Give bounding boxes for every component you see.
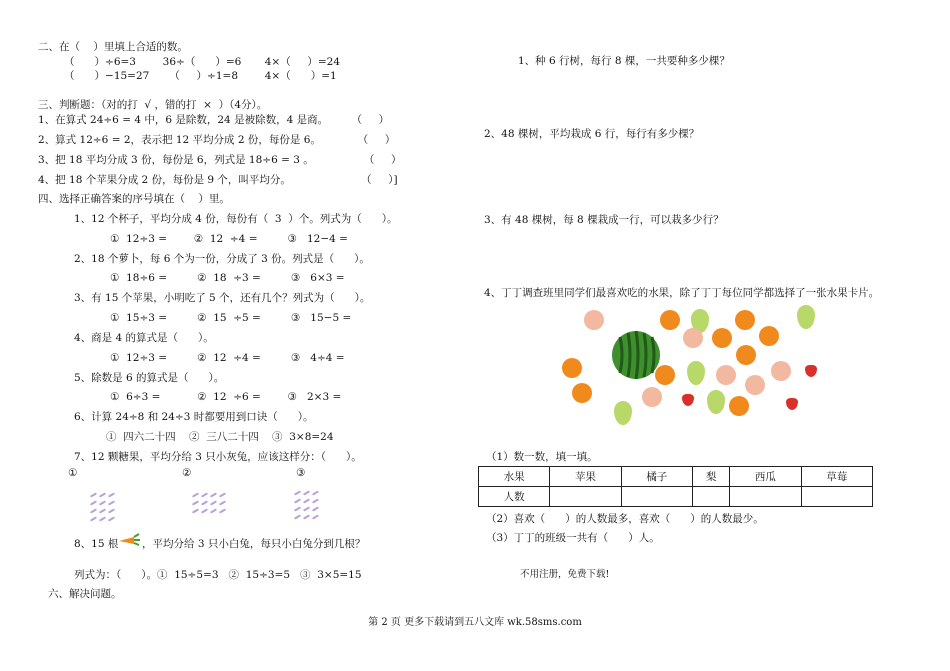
table-row-label: 人数 bbox=[479, 487, 550, 507]
choice-q1-options: ① 12÷3 = ② 12 ÷4 = ③ 12−4 = bbox=[110, 233, 348, 245]
choice-q8-text: ，平均分给 3 只小白兔，每只小白兔分到几根？ bbox=[142, 538, 366, 550]
sub-question-1: （1）数一数，填一填。 bbox=[486, 451, 598, 463]
pear-icon bbox=[797, 305, 815, 329]
problem-4: 4、丁丁调查班里同学们最喜欢吃的水果，除了丁丁每位同学都选择了一张水果卡片。 bbox=[484, 287, 880, 299]
strawberry-icon bbox=[786, 398, 798, 410]
free-download-note: 不用注册，免费下载! bbox=[520, 569, 610, 580]
table-cell-strawberry[interactable] bbox=[801, 487, 872, 507]
apple-icon bbox=[584, 310, 604, 330]
choice-q4: 4、商是 4 的算式是（ ）。 bbox=[74, 332, 214, 344]
strawberry-icon bbox=[682, 394, 694, 406]
orange-icon bbox=[736, 345, 756, 365]
pear-icon bbox=[687, 361, 705, 385]
choice-q7: 7、12 颗糖果，平均分给 3 只小灰兔，应该这样分：（ ）。 bbox=[74, 451, 362, 463]
section6-title: 六、解决问题。 bbox=[48, 588, 122, 600]
table-cell-pear[interactable] bbox=[692, 487, 729, 507]
section2-row2: （ ）−15=27 （ ）÷1=8 4×（ ）=1 bbox=[64, 70, 337, 82]
section2-row1: （ ）÷6=3 36÷（ ）=6 4×（ ）=24 bbox=[64, 56, 341, 68]
orange-icon bbox=[655, 365, 675, 385]
section4-title: 四、选择正确答案的序号填在（ ）里。 bbox=[38, 193, 230, 205]
choice-q5-options: ① 6÷3 = ② 12 ÷6 = ③ 2×3 = bbox=[110, 391, 342, 403]
page-footer: 第 2 页 更多下载请到五八文库 wk.58sms.com bbox=[368, 617, 582, 628]
orange-icon bbox=[729, 396, 749, 416]
choice-q4-options: ① 12÷3 = ② 12 ÷4 = ③ 4÷4 = bbox=[110, 352, 345, 364]
pear-icon bbox=[707, 390, 725, 414]
section2-title: 二、在（ ）里填上合适的数。 bbox=[38, 41, 188, 53]
judge-q2: 2、算式 12÷6 = 2，表示把 12 平均分成 2 份，每份是 6。 （ ） bbox=[38, 134, 396, 146]
problem-3: 3、有 48 棵树，每 8 棵栽成一行，可以栽多少行？ bbox=[484, 214, 724, 226]
judge-q4: 4、把 18 个苹果分成 2 份，每份是 9 个，叫平均分。 （ ）] bbox=[38, 174, 398, 186]
sub-question-3: （3）丁丁的班级一共有（ ）人。 bbox=[486, 532, 660, 544]
table-header-fruit: 水果 bbox=[479, 467, 550, 487]
choice-q5: 5、除数是 6 的算式是（ ）。 bbox=[74, 372, 225, 384]
q7-option-mark-2: ② bbox=[182, 467, 192, 479]
orange-icon bbox=[660, 310, 680, 330]
choice-q6-options: ① 四六二十四 ② 三八二十四 ③ 3×8=24 bbox=[106, 431, 334, 443]
orange-icon bbox=[759, 326, 779, 346]
choice-q1: 1、12 个杯子，平均分成 4 份，每份有（ 3 ）个。列式为（ ）。 bbox=[74, 213, 398, 225]
table-cell-apple[interactable] bbox=[550, 487, 621, 507]
table-cell-watermelon[interactable] bbox=[730, 487, 801, 507]
choice-q8-prefix: 8、15 根 bbox=[74, 538, 119, 550]
problem-2: 2、48 棵树，平均栽成 6 行，每行有多少棵？ bbox=[484, 128, 700, 140]
table-header-apple: 苹果 bbox=[550, 467, 621, 487]
table-cell-orange[interactable] bbox=[621, 487, 692, 507]
choice-q2: 2、18 个萝卜，每 6 个为一份，分成了 3 份。列式是（ ）。 bbox=[74, 253, 370, 265]
choice-q3-options: ① 15÷3 = ② 15 ÷5 = ③ 15−5 = bbox=[110, 312, 352, 324]
pear-icon bbox=[614, 401, 632, 425]
q7-option-mark-1: ① bbox=[68, 467, 78, 479]
apple-icon bbox=[745, 375, 765, 395]
choice-q3: 3、有 15 个苹果，小明吃了 5 个，还有几个？列式为（ ）。 bbox=[74, 292, 371, 304]
choice-q2-options: ① 18÷6 = ② 18 ÷3 = ③ 6×3 = bbox=[110, 272, 345, 284]
orange-icon bbox=[572, 383, 592, 403]
apple-icon bbox=[642, 387, 662, 407]
judge-q3: 3、把 18 平均分成 3 份，每份是 6，列式是 18÷6 = 3 。 （ ） bbox=[38, 154, 402, 166]
q7-option-mark-3: ③ bbox=[296, 467, 306, 479]
apple-icon bbox=[716, 365, 736, 385]
sub-question-2: （2）喜欢（ ）的人数最多，喜欢（ ）的人数最少。 bbox=[486, 513, 764, 525]
fruit-count-table bbox=[478, 466, 873, 507]
apple-icon bbox=[683, 328, 703, 348]
judge-q1: 1、在算式 24÷6 = 4 中，6 是除数，24 是被除数，4 是商。 （ ） bbox=[38, 114, 390, 126]
table-header-strawberry: 草莓 bbox=[801, 467, 872, 487]
table-header-pear: 梨 bbox=[692, 467, 729, 487]
orange-icon bbox=[562, 358, 582, 378]
strawberry-icon bbox=[805, 365, 817, 377]
apple-icon bbox=[771, 361, 791, 381]
orange-icon bbox=[735, 310, 755, 330]
section3-title: 三、判断题：（对的打 √ ，错的打 × ）（4分）。 bbox=[38, 99, 268, 111]
problem-1: 1、种 6 行树，每行 8 棵，一共要种多少棵？ bbox=[518, 55, 730, 67]
choice-q6: 6、计算 24÷8 和 24÷3 时都要用到口诀（ ）。 bbox=[74, 411, 314, 423]
orange-icon bbox=[712, 328, 732, 348]
table-header-orange: 橘子 bbox=[621, 467, 692, 487]
table-header-watermelon: 西瓜 bbox=[730, 467, 801, 487]
choice-q8-formula: 列式为：（ ）。① 15÷5=3 ② 15÷3=5 ③ 3×5=15 bbox=[74, 569, 362, 581]
